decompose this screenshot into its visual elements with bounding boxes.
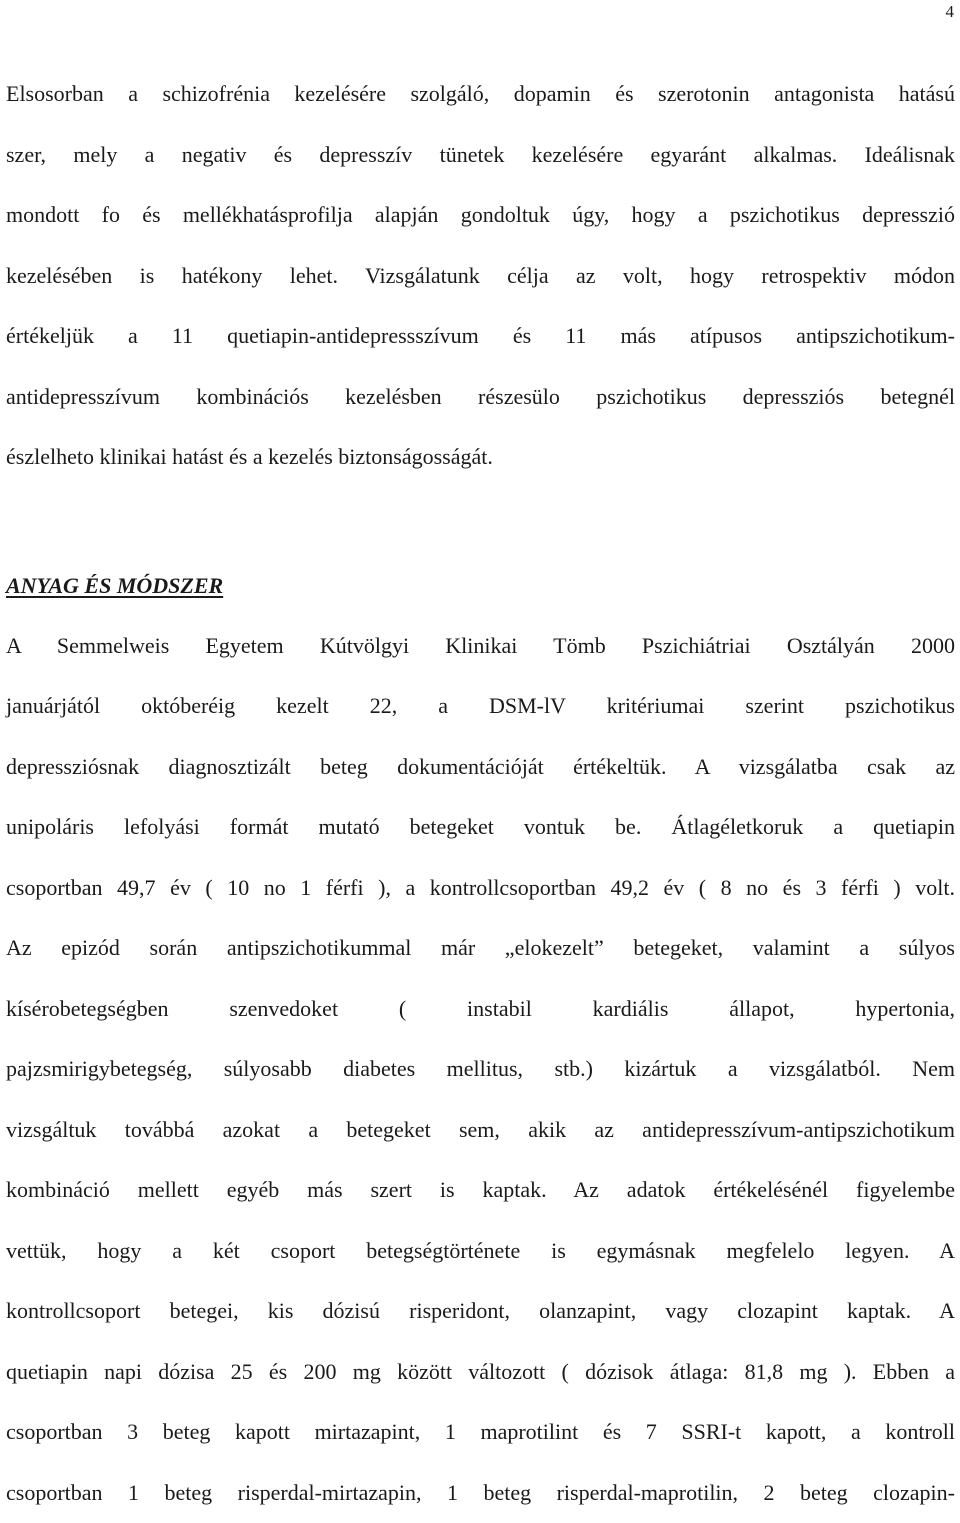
- text-line: szer, mely a negativ és depresszív tünetek kezelésére egyaránt alkalmas. Ideálisnak: [6, 125, 955, 186]
- document-body: [6, 64, 955, 1523]
- text-line: januárjától októberéig kezelt 22, a DSM-lV kritériumai szerint pszichotikus: [6, 676, 955, 737]
- text-line: pajzsmirigybetegség, súlyosabb diabetes mellitus, stb.) kizártuk a vizsgálatból. Nem: [6, 1039, 955, 1100]
- text-line: quetiapin napi dózisa 25 és 200 mg között változott ( dózisok átlaga: 81,8 mg ). Ebben a: [6, 1342, 955, 1403]
- text-line: csoportban 1 beteg risperdal-mirtazapin, 1 beteg risperdal-maprotilin, 2 beteg clozapin-: [6, 1463, 955, 1523]
- text-line: depressziósnak diagnosztizált beteg dokumentációját értékeltük. A vizsgálatba csak az: [6, 737, 955, 798]
- text-line: kezelésében is hatékony lehet. Vizsgálatunk célja az volt, hogy retrospektiv módon: [6, 246, 955, 307]
- text-line: észlelheto klinikai hatást és a kezelés biztonságosságát.: [6, 427, 955, 488]
- intro-paragraph: [6, 64, 955, 488]
- page-number: 4: [946, 2, 955, 22]
- text-line: Az epizód során antipszichotikummal már „elokezelt” betegeket, valamint a súlyos: [6, 918, 955, 979]
- text-line: A Semmelweis Egyetem Kútvölgyi Klinikai Tömb Pszichiátriai Osztályán 2000: [6, 616, 955, 677]
- section-heading: ANYAG ÉS MÓDSZER: [6, 556, 955, 616]
- text-line: csoportban 49,7 év ( 10 no 1 férfi ), a kontrollcsoportban 49,2 év ( 8 no és 3 férfi ) volt.: [6, 858, 955, 919]
- method-paragraph: [6, 616, 955, 1523]
- text-line: kontrollcsoport betegei, kis dózisú risperidont, olanzapint, vagy clozapint kaptak. A: [6, 1281, 955, 1342]
- paragraph-gap: [6, 488, 955, 556]
- text-line: mondott fo és mellékhatásprofilja alapján gondoltuk úgy, hogy a pszichotikus depresszió: [6, 185, 955, 246]
- text-line: csoportban 3 beteg kapott mirtazapint, 1 maprotilint és 7 SSRI-t kapott, a kontroll: [6, 1402, 955, 1463]
- text-line: értékeljük a 11 quetiapin-antidepressszívum és 11 más atípusos antipszichotikum-: [6, 306, 955, 367]
- text-line: antidepresszívum kombinációs kezelésben részesülo pszichotikus depressziós betegnél: [6, 367, 955, 428]
- text-line: Elsosorban a schizofrénia kezelésére szolgáló, dopamin és szerotonin antagonista hatású: [6, 64, 955, 125]
- text-line: kísérobetegségben szenvedoket ( instabil kardiális állapot, hypertonia,: [6, 979, 955, 1040]
- text-line: vizsgáltuk továbbá azokat a betegeket sem, akik az antidepresszívum-antipszichotikum: [6, 1100, 955, 1161]
- text-line: kombináció mellett egyéb más szert is kaptak. Az adatok értékelésénél figyelembe: [6, 1160, 955, 1221]
- text-line: vettük, hogy a két csoport betegségtörténete is egymásnak megfelelo legyen. A: [6, 1221, 955, 1282]
- text-line: unipoláris lefolyási formát mutató betegeket vontuk be. Átlagéletkoruk a quetiapin: [6, 797, 955, 858]
